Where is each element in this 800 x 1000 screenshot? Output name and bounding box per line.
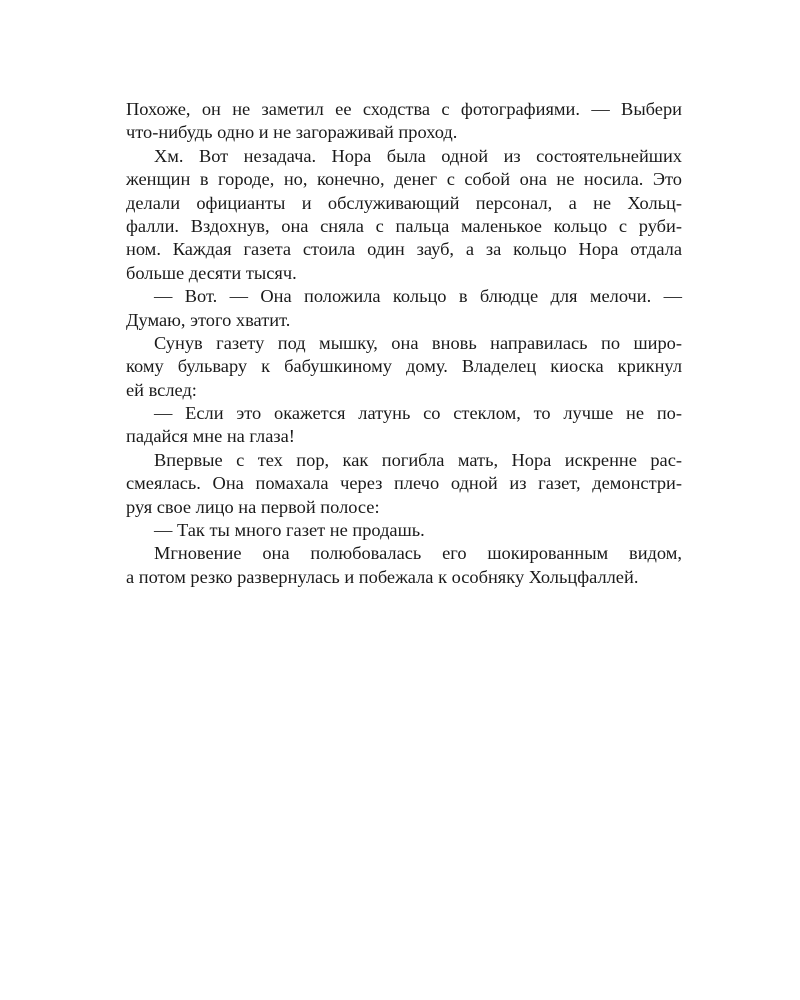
text-line: — Вот. — Она положила кольцо в блюдце для мелочи. — — [154, 286, 682, 307]
text-line: больше десяти тысяч. — [126, 262, 297, 283]
text-line: — Если это окажется латунь со стеклом, то лучше не по- — [154, 403, 682, 424]
text-line: Мгновение она полюбовалась его шокированным видом, — [154, 543, 682, 564]
text-line: что-нибудь одно и не загораживай проход. — [126, 122, 458, 143]
text-line: смеялась. Она помахала через плечо одной из газет, демонстри- — [126, 473, 682, 494]
text-line: Похоже, он не заметил ее сходства с фотографиями. — Выбери — [126, 99, 682, 119]
text-line: ей вслед: — [126, 379, 197, 400]
text-line: Сунув газету под мышку, она вновь направилась по широ- — [154, 332, 682, 353]
text-line: ном. Каждая газета стоила один зауб, а за кольцо Нора отдала — [126, 239, 682, 260]
body-text — [126, 98, 682, 589]
text-line: Впервые с тех пор, как погибла мать, Нора искренне рас- — [154, 449, 682, 470]
text-line: Думаю, этого хватит. — [126, 309, 291, 330]
text-line: Хм. Вот незадача. Нора была одной из состоятельнейших — [154, 145, 682, 166]
text-line: женщин в городе, но, конечно, денег с собой она не носила. Это — [126, 169, 682, 190]
text-line: — Так ты много газет не продашь. — [154, 520, 425, 541]
text-line: кому бульвару к бабушкиному дому. Владелец киоска крикнул — [126, 356, 682, 377]
text-line: а потом резко развернулась и побежала к особняку Хольцфаллей. — [126, 566, 639, 587]
text-line: падайся мне на глаза! — [126, 426, 295, 447]
text-line: делали официанты и обслуживающий персонал, а не Хольц- — [126, 192, 682, 213]
text-line: руя свое лицо на первой полосе: — [126, 496, 380, 517]
text-line: фалли. Вздохнув, она сняла с пальца маленькое кольцо с руби- — [126, 215, 682, 236]
